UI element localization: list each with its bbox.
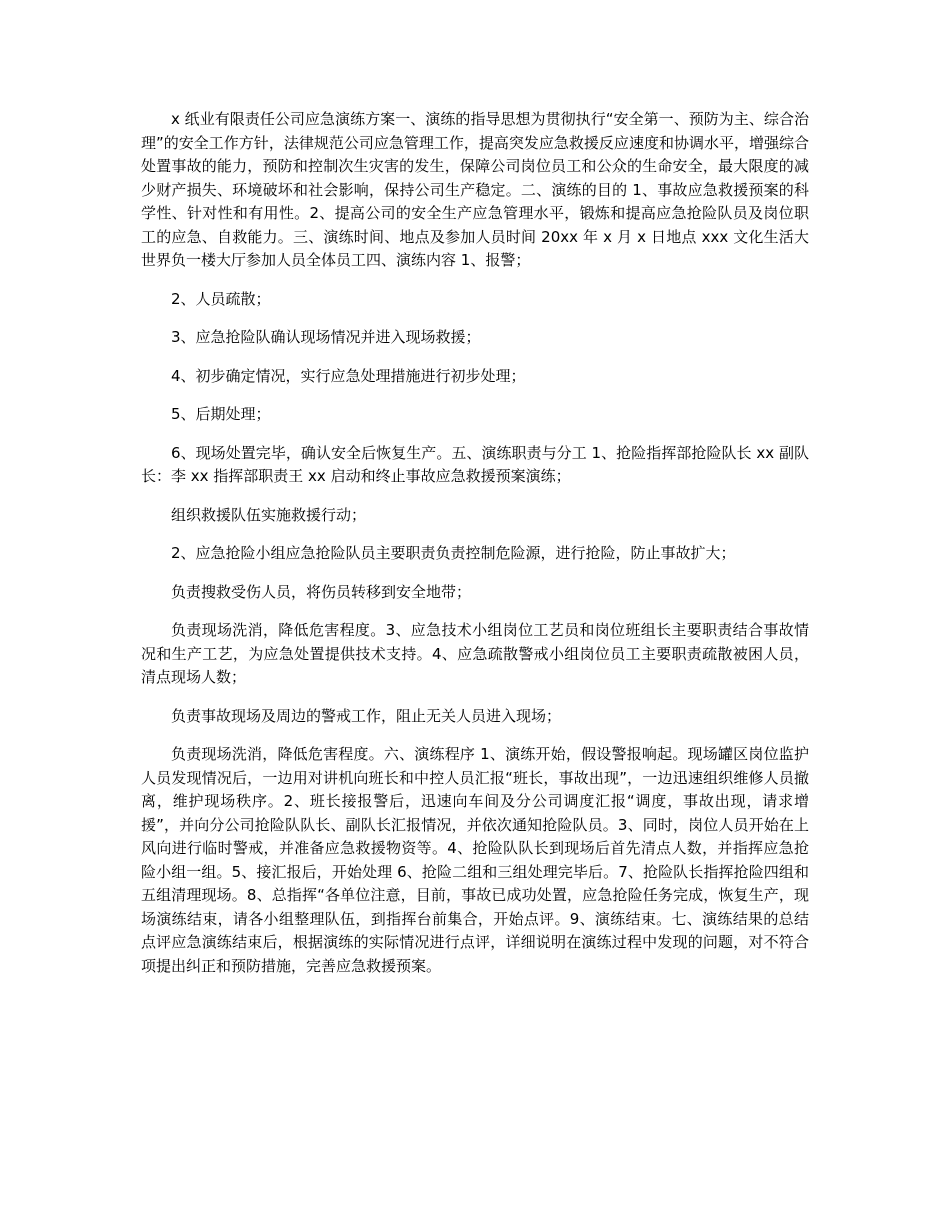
document-body <box>141 108 809 993</box>
paragraph-step-4: 4、初步确定情况，实行应急处理措施进行初步处理； <box>171 366 526 385</box>
paragraph-step-5: 5、后期处理； <box>171 405 271 423</box>
paragraph-organize-rescue: 组织救援队伍实施救援行动； <box>171 505 367 524</box>
paragraph-search-injured: 负责搜救受伤人员，将伤员转移到安全地带； <box>171 582 472 601</box>
paragraph-intro: x 纸业有限责任公司应急演练方案一、演练的指导思想为贯彻执行“安全第一、预防为主、综合治理”的安全工作方针，法律规范公司应急管理工作，提高突发应急救援反应速度和协调水平，增强综合处置事故的能力，预防和控制次生灾害的发生，保障公司岗位员工和公众的生命安全，最大限度的减少财产损失、环境破坏和社会影响，保持公司生产稳定。二、演练的目的 1、事故应急救援预案的科学性、针对性和有用性。2、提高公司的安全生产应急管理水平，锻炼和提高应急抢险队员及岗位职工的应急、自救能力。三、演练时间、地点及参加人员时间 20xx 年 x 月 x 日地点 xxx 文化生活大世界负一楼大厅参加人员全体员工四、演练内容 1、报警； <box>141 110 809 269</box>
paragraph-rescue-team: 2、应急抢险小组应急抢险队员主要职责负责控制危险源，进行抢险，防止事故扩大； <box>171 544 736 562</box>
paragraph-step-3: 3、应急抢险队确认现场情况并进入现场救援； <box>171 328 481 346</box>
paragraph-drill-procedure: 负责现场洗消，降低危害程度。六、演练程序 1、演练开始，假设警报响起。现场罐区岗位监护人员发现情况后，一边用对讲机向班长和中控人员汇报“班长，事故出现”，一边迅速组织维修人员撤离，维护现场秩序。2、班长接报警后，迅速向车间及分公司调度汇报“调度，事故出现，请求增援”，并向分公司抢险队队长、副队长汇报情况，并依次通知抢险队员。3、同时，岗位人员开始在上风向进行临时警戒，并准备应急救援物资等。4、抢险队队长到现场后首先清点人数，并指挥应急抢险小组一组。5、接汇报后，开始处理 6、抢险二组和三组处理完毕后。7、抢险队长指挥抢险四组和五组清理现场。8、总指挥“各单位注意，目前，事故已成功处置，应急抢险任务完成，恢复生产，现场演练结束，请各小组整理队伍，到指挥台前集合，开始点评。9、演练结束。七、演练结果的总结点评应急演练结束后，根据演练的实际情况进行点评，详细说明在演练过程中发现的问题，对不符合项提出纠正和预防措施，完善应急救援预案。 <box>141 745 809 975</box>
paragraph-tech-team: 负责现场洗消，降低危害程度。3、应急技术小组岗位工艺员和岗位班组长主要职责结合事故情况和生产工艺，为应急处置提供技术支持。4、应急疏散警戒小组岗位员工主要职责疏散被困人员，清点现场人数； <box>141 621 809 686</box>
paragraph-step-6-duties: 6、现场处置完毕，确认安全后恢复生产。五、演练职责与分工 1、抢险指挥部抢险队长 xx 副队长：李 xx 指挥部职责王 xx 启动和终止事故应急救援预案演练； <box>141 443 809 485</box>
paragraph-perimeter-guard: 负责事故现场及周边的警戒工作，阻止无关人员进入现场； <box>171 706 562 725</box>
paragraph-step-2: 2、人员疏散； <box>171 289 271 308</box>
